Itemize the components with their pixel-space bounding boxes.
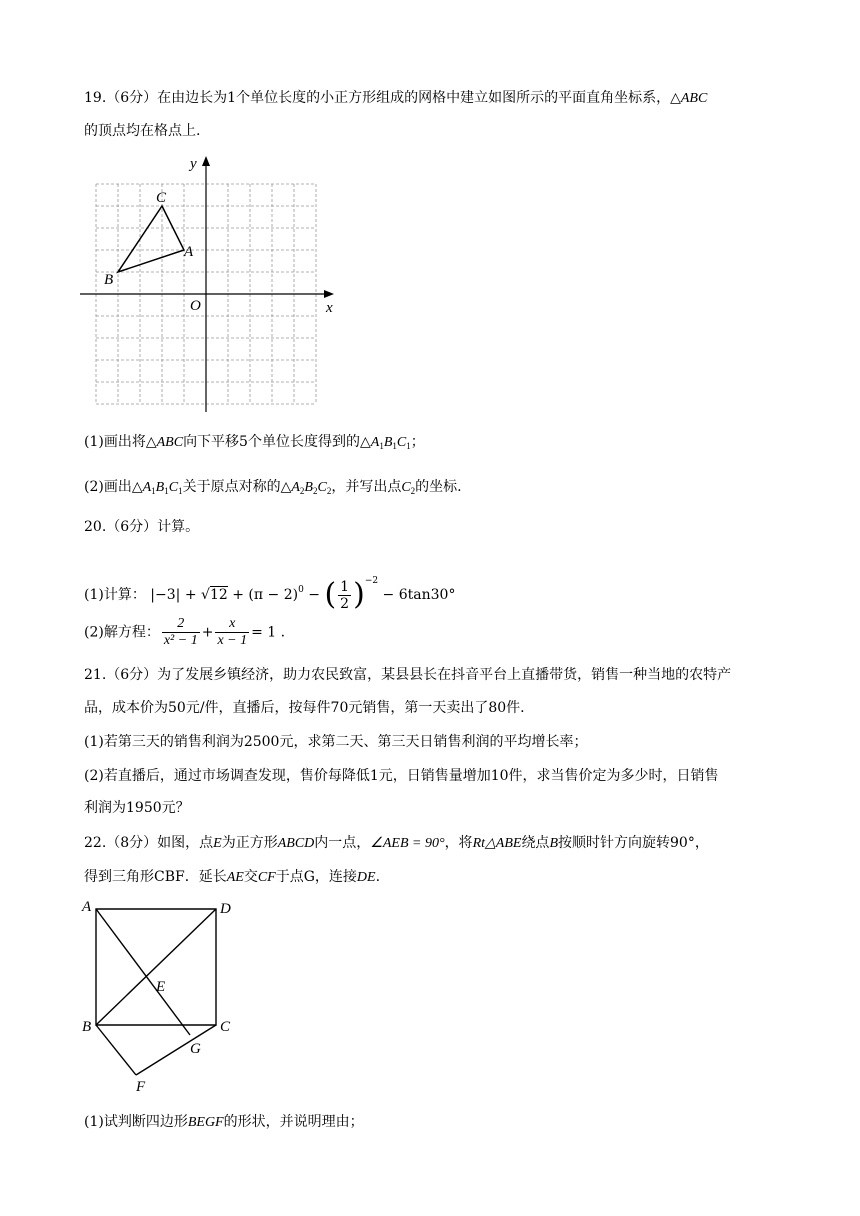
point-f-label: F bbox=[136, 1079, 146, 1095]
x-axis-arrow-icon bbox=[324, 290, 334, 298]
y-axis-label: y bbox=[190, 156, 197, 172]
q21-part2-line1: (2)若直播后，通过市场调查发现，售价每降低1元，日销售量增加10件，求当售价定为多少时，日销售 bbox=[84, 768, 719, 784]
q21-line1: 21.（6分）为了发展乡镇经济，助力农民致富，某县县长在抖音平台上直播带货，销售一种当地的农特产 bbox=[84, 667, 732, 683]
point-a-label: A bbox=[184, 244, 194, 260]
q22-part1: (1)试判断四边形BEGF的形状，并说明理由； bbox=[84, 1114, 364, 1130]
q20-part2: (2)解方程： $\frac{2}{\text{x² − 1}}$ + $\frac{x}{x - 1}$ = 1 . bbox=[84, 616, 286, 648]
point-c-label: C bbox=[220, 1019, 231, 1035]
q19-line2: 的顶点均在格点上. bbox=[84, 123, 201, 139]
point-d-label: D bbox=[220, 901, 231, 917]
point-b-label: B bbox=[82, 1019, 92, 1035]
q20-title: 20.（6分）计算。 bbox=[84, 519, 200, 535]
q22-square-figure bbox=[76, 895, 246, 1095]
q19-part1: (1)画出将△ABC向下平移5个单位长度得到的$\triangle A_1B_1C_1$； bbox=[84, 434, 425, 451]
triangle-abc bbox=[118, 206, 184, 272]
q19-line1: 19.（6分）在由边长为1个单位长度的小正方形组成的网格中建立如图所示的平面直角坐标系，△ABC bbox=[84, 90, 708, 106]
q21-part1: (1)若第三天的销售利润为2500元，求第二天、第三天日销售利润的平均增长率； bbox=[84, 734, 588, 750]
q19-part2: (2)画出$\triangle A_1B_1C_1$关于原点对称的$\triangle A_2B_2C_2$，并写出点$C_2$的坐标. bbox=[84, 479, 462, 496]
q21-line2: 品，成本价为50元/件，直播后，按每件70元销售，第一天卖出了80件. bbox=[84, 700, 525, 716]
point-c-label: C bbox=[156, 190, 167, 206]
q19-coordinate-figure bbox=[78, 150, 348, 420]
q22-line1: 22.（8分）如图，点E为正方形ABCD内一点，∠AEB = 90°，将Rt△ABE绕点B按顺时针方向旋转90°， bbox=[84, 835, 709, 851]
y-axis-arrow-icon bbox=[202, 156, 210, 166]
point-b-label: B bbox=[104, 272, 114, 288]
x-axis-label: x bbox=[326, 300, 333, 316]
point-e-label: E bbox=[156, 979, 166, 995]
point-g-label: G bbox=[190, 1041, 201, 1057]
q20-part1: (1)计算： $|-3| + √12 + (\pi - 2)^0$ − ( $\frac{1}{2}$ )$^{-2}$ − 6tan30° bbox=[84, 576, 456, 612]
q21-part2-line2: 利润为1950元？ bbox=[84, 800, 190, 816]
point-a-label: A bbox=[82, 899, 92, 915]
origin-label: O bbox=[190, 298, 201, 314]
q22-line2: 得到三角形CBF．延长AE交CF于点G，连接DE. bbox=[84, 869, 381, 885]
